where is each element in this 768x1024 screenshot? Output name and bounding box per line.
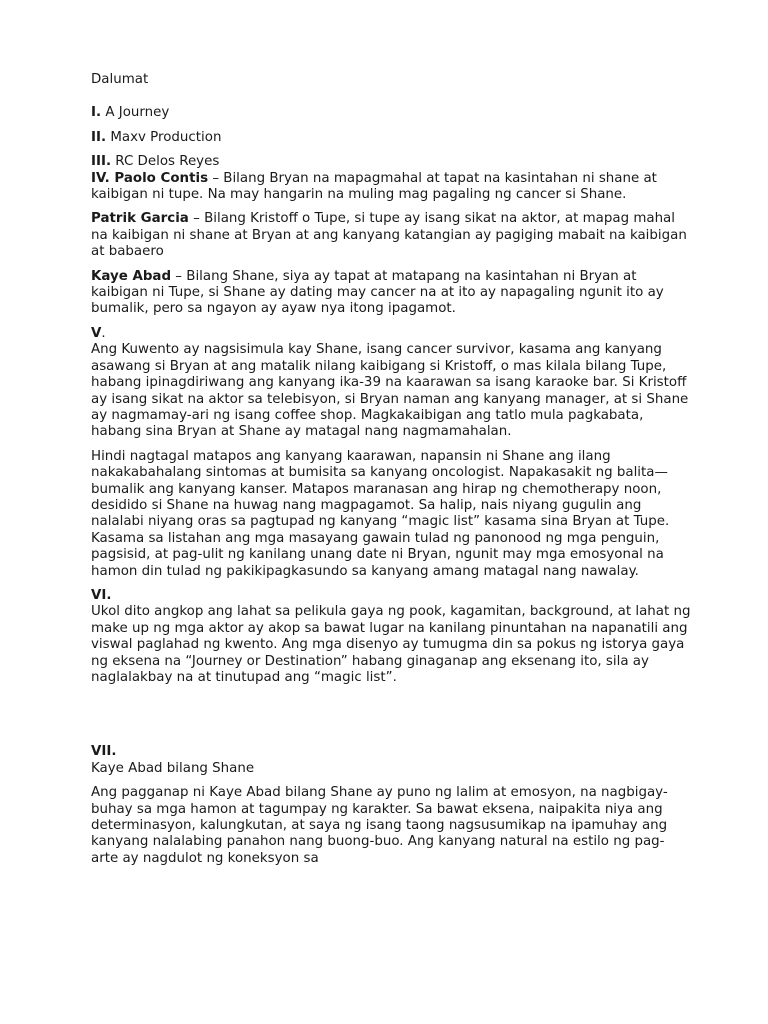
document-page: [91, 72, 691, 875]
cast-entry-patrik: [91, 211, 691, 260]
performance-paragraph: Ang pagganap ni Kaye Abad bilang Shane ay puno ng lalim at emosyon, na nagbigay-buhay sa mga hamon at tagumpay ng karakter. Sa bawat eksena, naipakita niya ang determinasyon, kalungkutan, at saya ng isang taong nagsusumikap na ipamuhay ang kanyang nalalabing panahon nang buong-buo. Ang kanyang natural na estilo ng pag-arte ay nagdulot ng koneksyon sa: [91, 785, 668, 866]
list-number: I.: [91, 105, 102, 121]
cast-entry-kaye: [91, 269, 691, 318]
production-design-paragraph: Ukol dito angkop ang lahat sa pelikula gaya ng pook, kagamitan, background, at lahat ng make up ng mga aktor ay akop sa bawat lugar na kanilang pinuntahan na napanatili ang viswal paglahad ng kwento. Ang mga disenyo ay tumugma din sa pokus ng istorya gaya ng eksena na “Journey or Destination” habang ginaganap ang eksenang ito, sila ay naglalakbay na at tinutupad ang “magic list”.: [91, 604, 691, 685]
list-text: RC Delos Reyes: [111, 154, 220, 170]
performance-subtitle: Kaye Abad bilang Shane: [91, 760, 255, 776]
list-number: II.: [91, 129, 107, 145]
synopsis-paragraph-2: Hindi nagtagal matapos ang kanyang kaarawan, napansin ni Shane ang ilang nakakabahalang sintomas at bumisita sa kanyang oncologist. Napakasakit ng balita—bumalik ang kanyang kanser. Matapos maranasan ang hirap ng chemotherapy noon, desidido si Shane na huwag nang magpagamot. Sa halip, nais niyang gugulin ang nalalabi niyang oras sa pagtupad ng kanyang “magic list” kasama sina Bryan at Tupe. Kasama sa listahan ang mga masayang gawain tulad ng panonood ng mga penguin, pagsisid, at pag-ulit ng kanilang unang date ni Bryan, ngunit may mga emosyonal na hamon din tulad ng pakikipagkasundo sa kanyang amang matagal nang nawalay.: [91, 448, 670, 579]
cast-description: – Bilang Kristoff o Tupe, si tupe ay isang sikat na aktor, at mapag mahal na kaibigan ni shane at Bryan at ang kanyang katangian ay pagiging mabait na kaibigan at babaero: [91, 211, 687, 260]
section-vi-heading: [91, 588, 691, 604]
synopsis-paragraph-1: Ang Kuwento ay nagsisimula kay Shane, isang cancer survivor, kasama ang kanyang asawang si Bryan at ang matalik nilang kaibigang si Kristoff, o mas kilala bilang Tupe, habang ipinagdiriwang ang kanyang ika-39 na kaarawan sa isang karaoke bar. Si Kristoff ay isang sikat na aktor sa telebisyon, si Bryan naman ang kanyang manager, at si Shane ay nagmamay-ari ng isang coffee shop. Magkakaibigan ang tatlo mula pagkabata, habang sina Bryan at Shane ay matagal nang nagmamahalan.: [91, 342, 689, 440]
cast-entry-paolo: [91, 171, 691, 204]
section-number: VII.: [91, 744, 117, 760]
cast-name: Paolo Contis: [114, 170, 209, 186]
list-number: III.: [91, 154, 112, 170]
cast-description: – Bilang Bryan na mapagmahal at tapat na kasintahan ni shane at kaibigan ni tupe. Na may hangarin na muling mag pagaling ng cancer si Shane.: [91, 170, 657, 203]
blank-space: [91, 694, 691, 744]
cast-description: – Bilang Shane, siya ay tapat at matapang na kasintahan ni Bryan at kaibigan ni Tupe, si Shane ay dating may cancer na at ito ay napagaling ngunit ito ay bumalik, pero sa ngayon ay ayaw nya itong ipagamot.: [91, 268, 664, 317]
list-text: Maxv Production: [106, 129, 222, 145]
section-number: V: [91, 325, 102, 341]
document-title: Dalumat: [91, 72, 149, 87]
section-v-heading: V.: [91, 325, 106, 341]
list-item-2: [91, 130, 691, 146]
section-number: VI.: [91, 587, 112, 603]
section-number: IV.: [91, 170, 110, 186]
list-item-1: [91, 105, 691, 121]
list-text: A Journey: [101, 105, 170, 121]
cast-name: Kaye Abad: [91, 268, 172, 284]
cast-name: Patrik Garcia: [91, 211, 189, 227]
list-item-3: [91, 154, 691, 170]
section-vii-heading: [91, 744, 691, 760]
